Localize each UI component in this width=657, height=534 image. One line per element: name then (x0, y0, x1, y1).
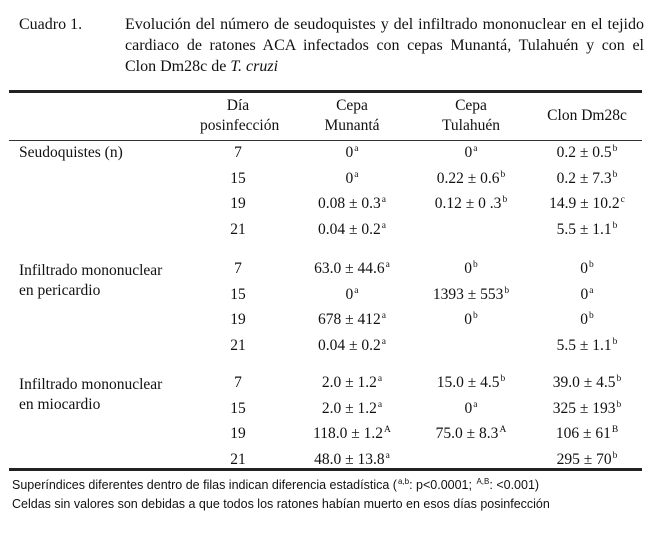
value-cell-tulahuen (416, 285, 526, 305)
cell-superscript: b (500, 169, 506, 180)
value-cell-tulahuen (416, 169, 526, 189)
cell-value: 0 (345, 169, 354, 187)
footnote-empty-cells: Celdas sin valores son debidas a que todos los ratones habían muerto en esos días posinfección (12, 497, 550, 511)
table-header-rule (9, 140, 642, 141)
value-cell-tulahuen (416, 424, 526, 444)
value-cell-munanta (290, 194, 414, 214)
table-caption (19, 14, 644, 77)
cell-superscript: c (620, 195, 625, 205)
cell-value: 0.22 ± 0.6 (436, 169, 500, 187)
day-cell: 19 (230, 311, 246, 328)
cell-superscript: b (589, 311, 594, 321)
cell-value: 0 (345, 285, 354, 303)
value-cell-tulahuen (416, 220, 526, 240)
cell-superscript: b (500, 374, 506, 384)
cell-value: 0.12 ± 0 .3 (434, 195, 502, 212)
cell-value: 63.0 ± 44.6 (314, 260, 385, 277)
day-cell: 19 (230, 425, 246, 442)
value-cell-clon (532, 143, 642, 163)
cell-superscript: b (504, 285, 510, 296)
value-cell-clon (532, 399, 642, 419)
cell-value: 678 ± 412 (318, 311, 381, 328)
cell-value: 15.0 ± 4.5 (436, 374, 500, 391)
cell-value: 0.08 ± 0.3 (318, 195, 381, 212)
cell-value: 5.5 ± 1.1 (556, 336, 612, 354)
cell-value: 0 (580, 311, 588, 328)
cell-superscript: b (502, 195, 508, 205)
day-cell: 7 (234, 374, 242, 391)
header-tulahuen (416, 96, 526, 136)
row-group-label-line: Infiltrado mononuclear (19, 376, 163, 393)
cell-superscript: a (381, 195, 386, 205)
day-cell: 21 (230, 450, 246, 468)
value-cell-munanta (290, 220, 414, 240)
value-cell-tulahuen (416, 143, 526, 163)
cell-value: 75.0 ± 8.3 (435, 425, 499, 442)
value-cell-tulahuen (416, 259, 526, 279)
cell-value: 118.0 ± 1.2 (313, 425, 384, 442)
day-cell: 19 (230, 195, 246, 212)
cell-value: 5.5 ± 1.1 (556, 220, 612, 238)
cell-value: 2.0 ± 1.2 (321, 399, 377, 417)
cell-superscript: a (385, 260, 390, 270)
header-clon-line-1: Clon Dm28c (547, 107, 627, 124)
value-cell-tulahuen (416, 336, 526, 356)
cell-superscript: b (616, 399, 622, 410)
value-cell-tulahuen (416, 450, 526, 470)
cell-value: 0 (464, 399, 473, 417)
cell-superscript: a (589, 285, 594, 296)
cell-superscript: b (612, 450, 618, 461)
header-clon (532, 106, 642, 126)
value-cell-clon (532, 169, 642, 189)
value-cell-tulahuen (416, 399, 526, 419)
cell-value: 0 (580, 285, 589, 303)
value-cell-clon (532, 336, 642, 356)
value-cell-munanta (290, 169, 414, 189)
value-cell-clon (532, 373, 642, 393)
footnote-1-text-c: : <0.001) (489, 478, 540, 492)
cell-superscript: a (381, 220, 386, 231)
cell-value: 0 (345, 144, 354, 161)
cell-superscript: a (385, 450, 390, 461)
header-day-line-1: Día (226, 97, 250, 114)
header-munanta-line-2: Munantá (324, 117, 380, 134)
caption-line-3-text: Clon Dm28c de (125, 58, 231, 75)
value-cell-clon (532, 285, 642, 305)
cell-superscript: b (612, 220, 618, 231)
value-cell-clon (532, 450, 642, 470)
footnotes (12, 476, 642, 514)
row-group-label-line: Seudoquistes (n) (19, 144, 123, 161)
caption-label: Cuadro 1. (19, 16, 83, 33)
value-cell-clon (532, 220, 642, 240)
value-cell-tulahuen (416, 194, 526, 214)
day-cell: 7 (234, 144, 242, 161)
footnote-1-sup-AB: A,B (476, 477, 490, 486)
cell-superscript: A (499, 425, 507, 435)
cell-value: 106 ± 61 (555, 425, 611, 442)
value-cell-munanta (290, 259, 414, 279)
cell-superscript: A (384, 425, 391, 435)
cell-value: 0 (464, 144, 473, 161)
day-cell: 15 (230, 399, 246, 417)
header-tulahuen-line-2: Tulahuén (442, 117, 500, 134)
value-cell-clon (532, 194, 642, 214)
caption-line-1: Evolución del número de seudoquistes y del infiltrado mononuclear en el tejido (125, 16, 644, 33)
cell-superscript: b (612, 336, 618, 347)
header-day (200, 96, 280, 136)
cell-superscript: b (589, 260, 594, 270)
cell-value: 295 ± 70 (556, 450, 612, 468)
cell-superscript: b (612, 144, 618, 154)
cell-superscript: a (377, 374, 383, 384)
cell-superscript: B (611, 425, 619, 435)
caption-line-2: cardiaco de ratones ACA infectados con cepas Munantá, Tulahuén y con el (125, 37, 644, 54)
value-cell-clon (532, 424, 642, 444)
day-cell: 15 (230, 285, 246, 303)
caption-text (125, 14, 644, 77)
cell-superscript: b (616, 374, 622, 384)
cell-value: 325 ± 193 (552, 399, 616, 417)
value-cell-munanta (290, 373, 414, 393)
day-cell: 21 (230, 220, 246, 238)
cell-value: 14.9 ± 10.2 (549, 195, 620, 212)
cell-value: 0 (464, 311, 472, 328)
value-cell-tulahuen (416, 373, 526, 393)
header-tulahuen-line-1: Cepa (455, 97, 487, 114)
cell-superscript: a (473, 399, 478, 410)
cell-value: 2.0 ± 1.2 (321, 374, 377, 391)
header-munanta (290, 96, 414, 136)
value-cell-clon (532, 259, 642, 279)
cell-superscript: a (354, 144, 359, 154)
cell-superscript: a (381, 336, 386, 347)
row-group-label (19, 375, 162, 415)
cell-value: 1393 ± 553 (432, 285, 504, 303)
value-cell-tulahuen (416, 310, 526, 330)
footnote-1-text-a: Superíndices diferentes dentro de filas indican diferencia estadística ( (12, 478, 397, 492)
cell-value: 0 (464, 260, 472, 277)
cell-superscript: a (473, 144, 478, 154)
caption-species-italic: T. cruzi (230, 58, 279, 75)
value-cell-clon (532, 310, 642, 330)
value-cell-munanta (290, 285, 414, 305)
cell-superscript: b (612, 169, 618, 180)
cell-value: 0.2 ± 0.5 (556, 144, 612, 161)
cell-value: 0 (580, 260, 588, 277)
value-cell-munanta (290, 336, 414, 356)
caption-line-3 (125, 56, 644, 77)
day-cell: 15 (230, 169, 246, 187)
day-cell: 21 (230, 336, 246, 354)
row-group-label-line: en pericardio (19, 282, 101, 299)
cell-value: 39.0 ± 4.5 (552, 374, 616, 391)
value-cell-munanta (290, 450, 414, 470)
footnote-significance (12, 476, 642, 495)
day-cell: 7 (234, 260, 242, 277)
cell-superscript: a (354, 285, 359, 296)
header-day-line-2: posinfección (200, 117, 280, 134)
value-cell-munanta (290, 424, 414, 444)
value-cell-munanta (290, 143, 414, 163)
row-group-label (19, 143, 123, 163)
cell-superscript: b (473, 311, 478, 321)
value-cell-munanta (290, 399, 414, 419)
cell-value: 0.04 ± 0.2 (318, 220, 381, 238)
cell-superscript: b (473, 260, 478, 270)
footnote-1-sup-ab: a,b (397, 477, 410, 486)
cell-value: 0.04 ± 0.2 (318, 336, 381, 354)
table-top-rule (9, 90, 642, 93)
value-cell-munanta (290, 310, 414, 330)
cell-superscript: a (381, 311, 386, 321)
cell-superscript: a (354, 169, 359, 180)
row-group-label (19, 261, 162, 301)
header-munanta-line-1: Cepa (336, 97, 368, 114)
cell-value: 0.2 ± 7.3 (556, 169, 612, 187)
footnote-1-text-b: : p<0.0001; (409, 478, 476, 492)
row-group-label-line: Infiltrado mononuclear (19, 262, 163, 279)
cell-value: 48.0 ± 13.8 (314, 450, 385, 468)
cell-superscript: a (377, 399, 383, 410)
row-group-label-line: en miocardio (19, 396, 101, 413)
